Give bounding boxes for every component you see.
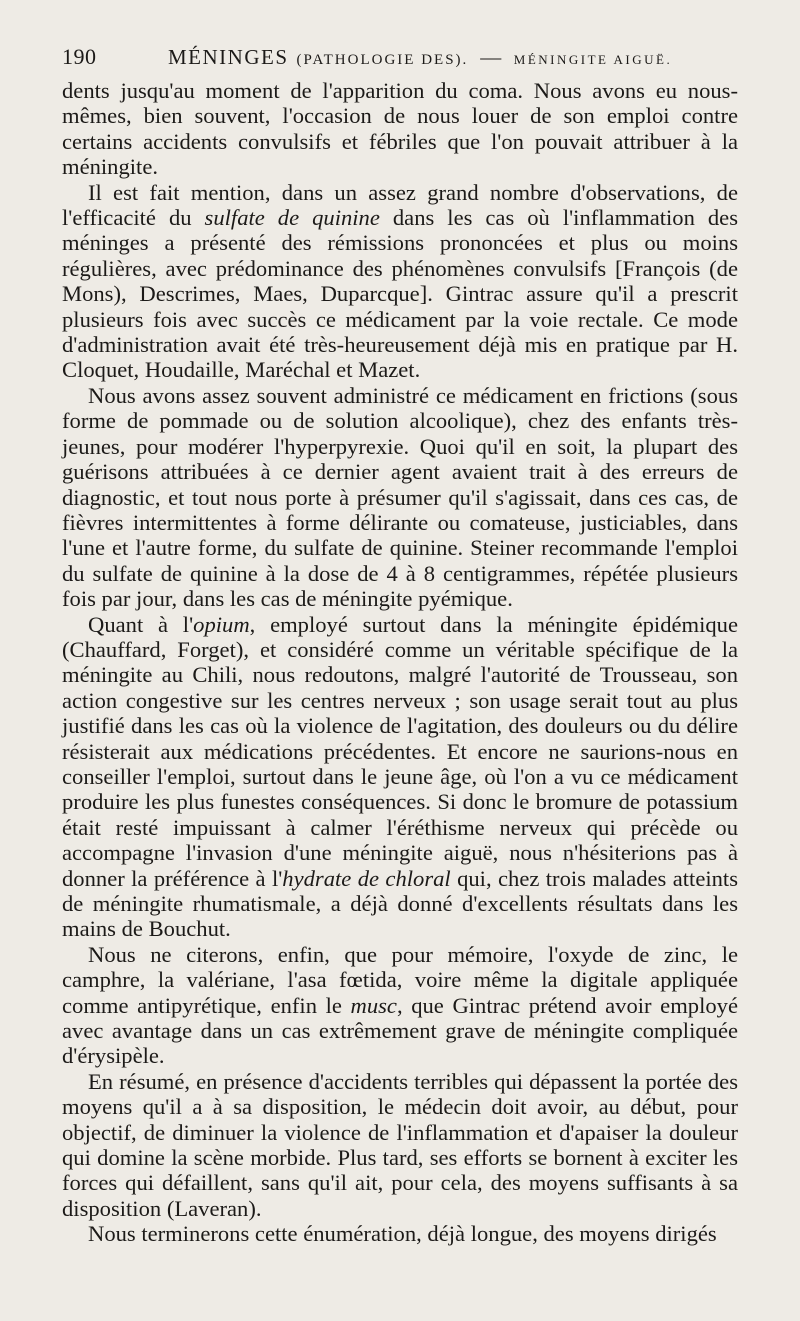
paragraph-7-text: Nous terminerons cette énumération, déjà longue, des moyens dirigés — [88, 1221, 717, 1247]
paragraph-1 — [62, 78, 738, 180]
paragraph-6 — [62, 1069, 738, 1221]
paragraph-2 — [62, 180, 738, 383]
paragraph-5-text-a: Nous ne citerons, enfin, que pour mémoire, l'oxyde de zinc, le camphre, la valériane, l'asa fœtida, voire même la digitale appliquée comme antipyrétique, enfin le — [62, 941, 738, 1018]
paragraph-7 — [62, 1221, 738, 1246]
paragraph-6-text: En résumé, en présence d'accidents terribles qui dépassent la portée des moyens qu'il a à sa disposition, le médecin doit avoir, au début, pour objectif, de diminuer la violence de l'inflammation et d'apaiser la douleur qui domine la scène morbide. Plus tard, ses efforts se bornent à exciter les forces qui défaillent, sans qu'il ait, pour cela, des moyens suffisants à sa disposition (Laveran). — [62, 1068, 738, 1221]
page-number: 190 — [62, 44, 97, 69]
running-title: MÉNINGES — [168, 45, 289, 69]
running-head — [62, 44, 738, 78]
paragraph-3 — [62, 383, 738, 612]
paragraph-4-emphasis: opium — [193, 611, 250, 637]
paragraph-5-emphasis: musc — [350, 992, 397, 1018]
running-subtitle: (PATHOLOGIE DES). — [296, 52, 469, 68]
paragraph-5 — [62, 942, 738, 1069]
paragraph-3-text: Nous avons assez souvent administré ce médicament en frictions (sous forme de pommade ou de solution alcoolique), chez des enfants très-jeunes, pour modérer l'hyperpyrexie. Quoi qu'il en soit, la plupart des guérisons attribuées à ce dernier agent avaient trait à des erreurs de diagnostic, et tout nous porte à présumer qu'il s'agissait, dans ces cas, de fièvres intermittentes à forme délirante ou comateuse, justiciables, dans l'une et l'autre forme, du sulfate de quinine. Steiner recommande l'emploi du sulfate de quinine à la dose de 4 à 8 centigrammes, répétée plusieurs fois par jour, dans les cas de méningite pyémique. — [62, 382, 738, 612]
running-separator: — — [480, 45, 502, 69]
paragraph-2-emphasis: sulfate de quinine — [204, 205, 380, 231]
running-section: MÉNINGITE AIGUË. — [513, 52, 673, 67]
paragraph-4-text-b: , employé surtout dans la méningite épidémique (Chauffard, Forget), et considéré comme un véritable spécifique de la méningite au Chili, nous redoutons, malgré l'autorité de Trousseau, son action congestive sur les centres nerveux ; son usage serait tout au plus justifié dans les cas où la violence de l'agitation, des douleurs ou du délire résisterait aux médications précédentes. Et encore ne saurions-nous en conseiller l'emploi, surtout dans le jeune âge, où l'on a vu ce médicament produire les plus funestes conséquences. Si donc le bromure de potassium était resté impuissant à calmer l'éréthisme nerveux qui précède ou accompagne l'invasion d'une méningite aiguë, nous n'hésiterions pas à donner la préférence à l' — [62, 611, 738, 891]
paragraph-4-text-c: qui, chez trois malades atteints de méningite rhumatismale, a déjà donné d'excellents résultats dans les mains de Bouchut. — [62, 865, 738, 942]
paragraph-2-text-a: Il est fait mention, dans un assez grand nombre d'observations, de l'efficacité du — [62, 179, 738, 231]
paragraph-4-text-a: Quant à l' — [88, 611, 194, 637]
paragraph-1-text: dents jusqu'au moment de l'apparition du coma. Nous avons eu nous-mêmes, bien souvent, l'occasion de nous louer de son emploi contre certains accidents convulsifs et fébriles que l'on pouvait attribuer à la méningite. — [62, 78, 738, 180]
paragraph-4 — [62, 612, 738, 942]
paragraph-4-emphasis-2: hydrate de chloral — [282, 865, 451, 891]
paragraph-2-text-b: dans les cas où l'inflammation des méninges a présenté des rémissions prononcées et plus ou moins régulières, avec prédominance des phénomènes convulsifs [François (de Mons), Descrimes, Maes, Duparcque]. Gintrac assure qu'il a prescrit plusieurs fois avec succès ce médicament par la voie rectale. Ce mode d'administration avait été très-heureusement déjà mis en pratique par H. Cloquet, Houdaille, Maréchal et Mazet. — [62, 205, 739, 383]
body-text — [62, 78, 738, 1247]
paragraph-5-text-b: , que Gintrac prétend avoir employé avec avantage dans un cas extrêmement grave de méningite compliquée d'érysipèle. — [62, 992, 738, 1069]
